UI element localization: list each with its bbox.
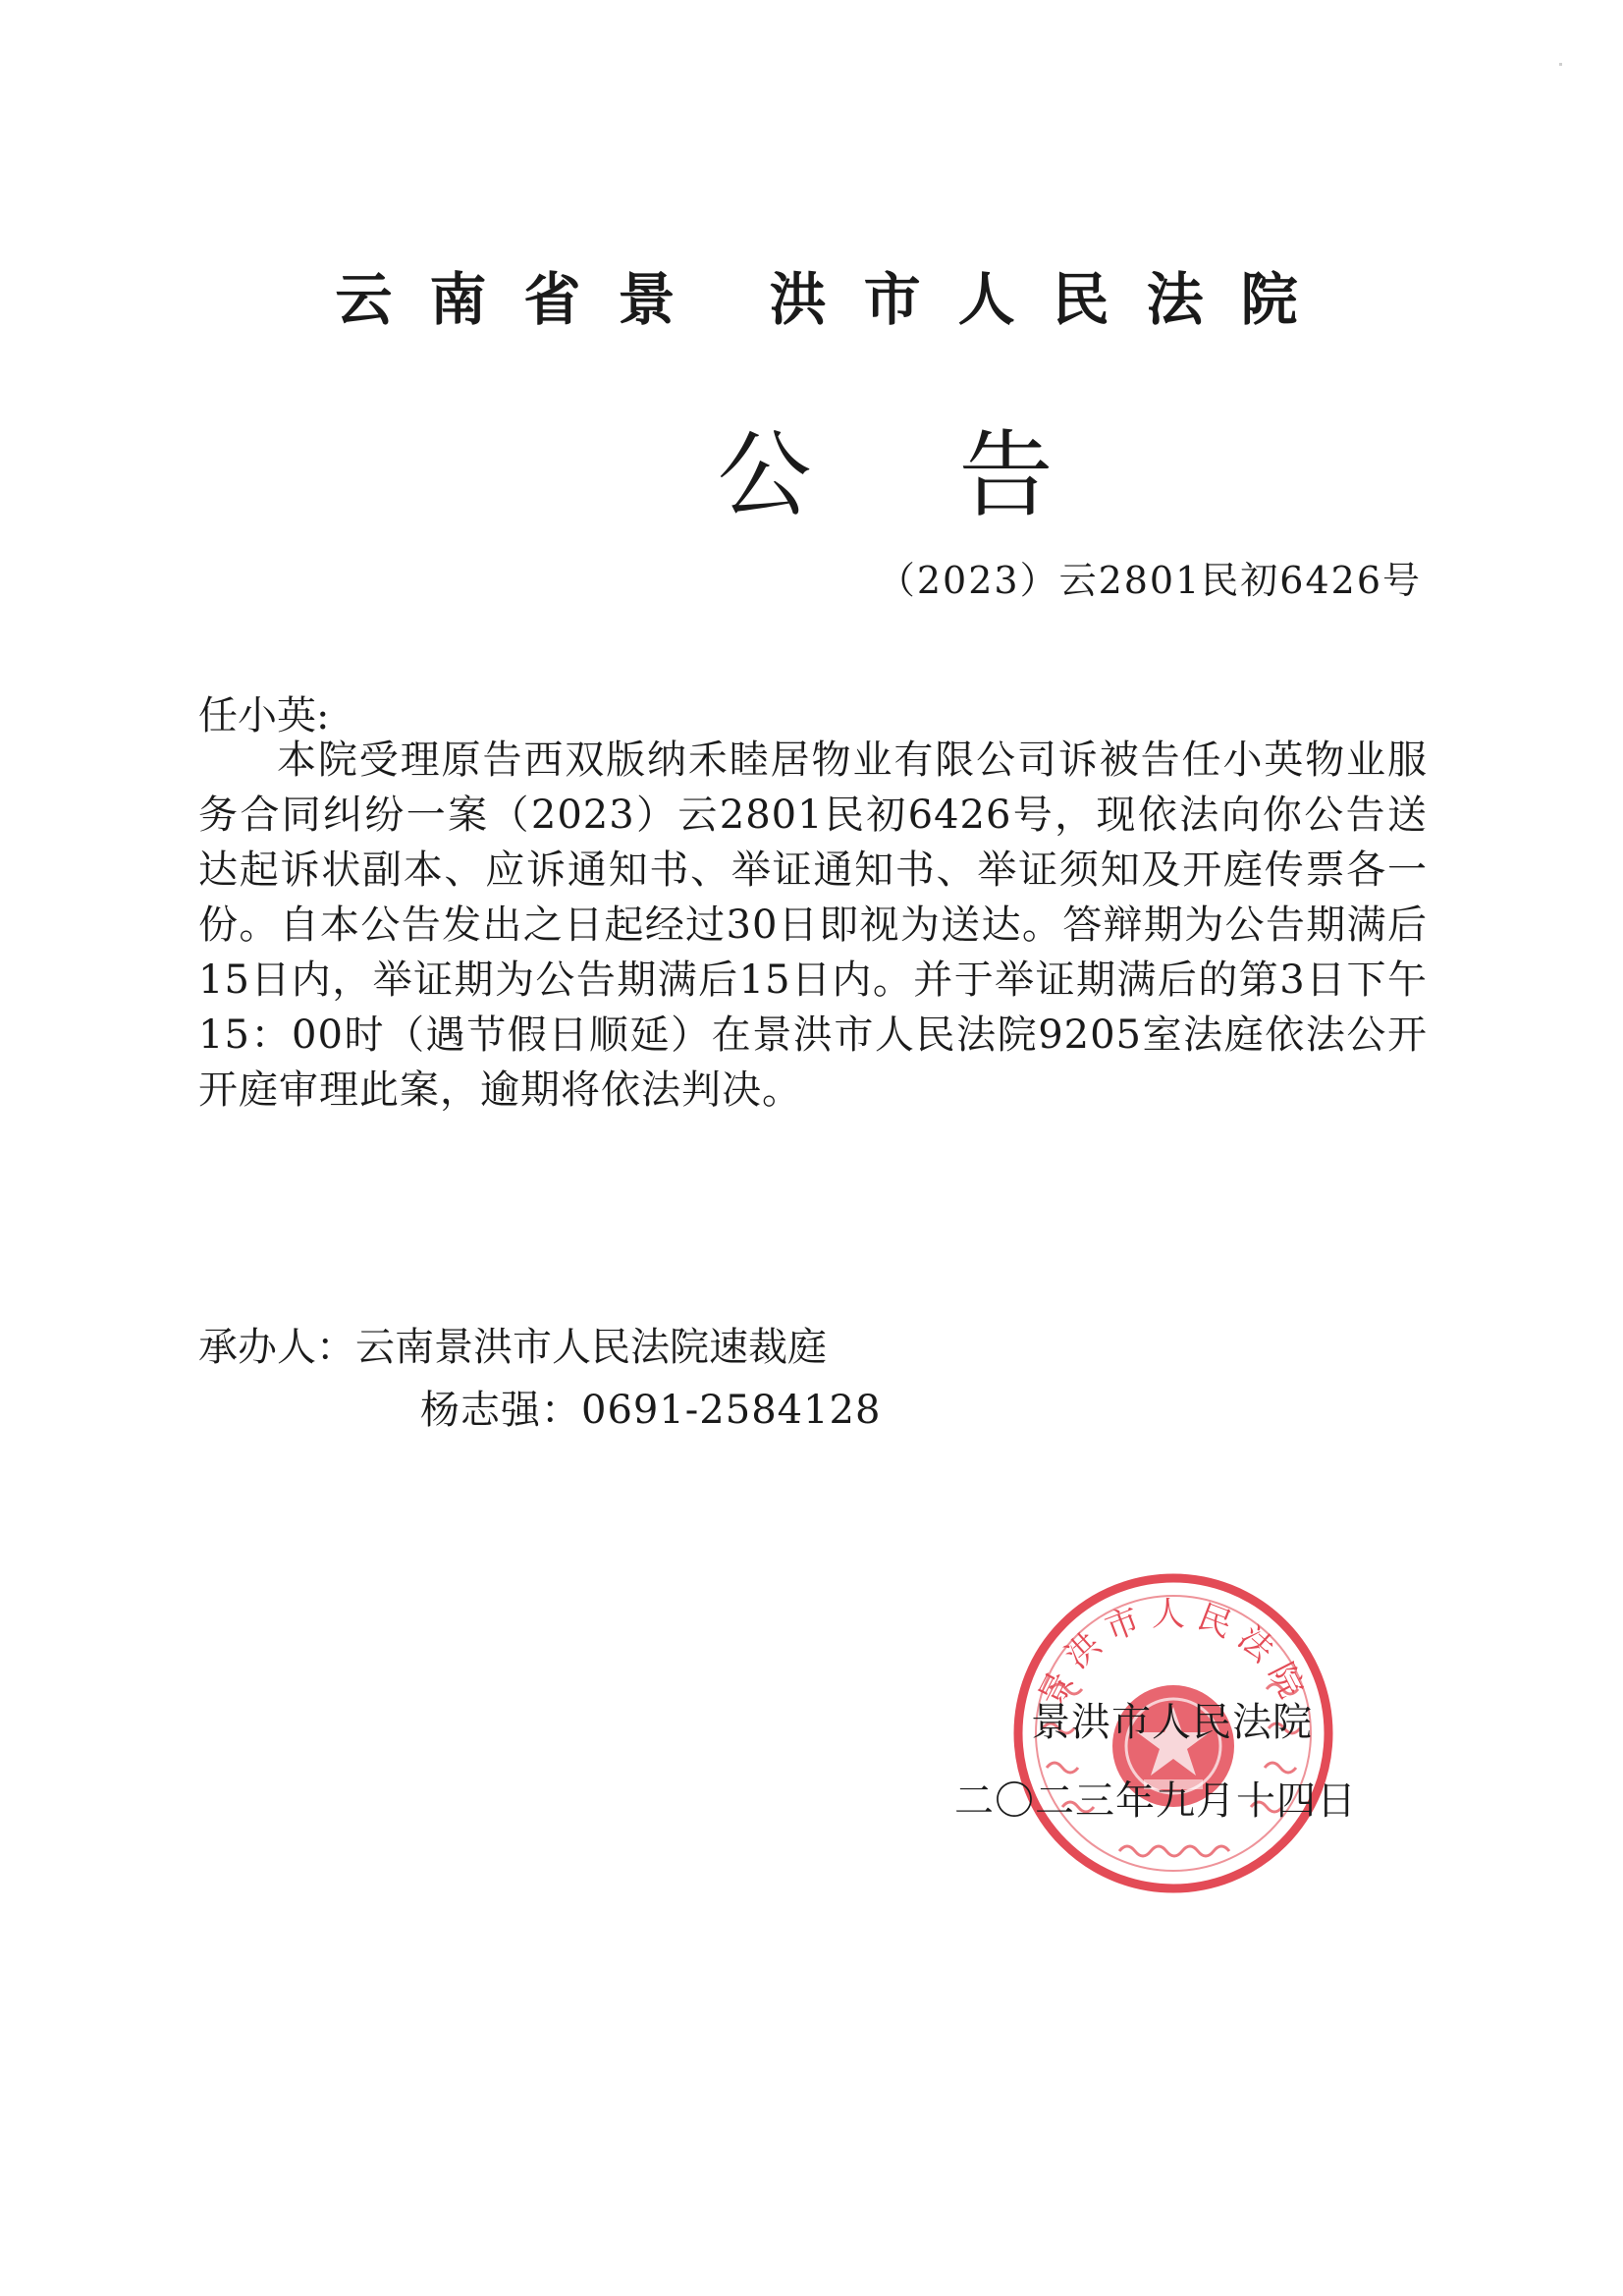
document-title: 公告 xyxy=(717,420,1201,530)
notice-body-paragraph: 本院受理原告西双版纳禾睦居物业有限公司诉被告任小英物业服务合同纠纷一案（2023）云2801民初6426号，现依法向你公告送达起诉状副本、应诉通知书、举证通知书、举证须知及开庭传票各一份。自本公告发出之日起经过30日即视为送达。答辩期为公告期满后15日内，举证期为公告期满后15日内。并于举证期满后的第3日下午15：00时（遇节假日顺延）在景洪市人民法院9205室法庭依法公开开庭审理此案，逾期将依法判决。 xyxy=(198,738,1428,1113)
addressee: 任小英: xyxy=(198,693,330,738)
handler-contact-line: 杨志强：0691-2584128 xyxy=(420,1388,882,1433)
seal-arc-text: 景洪市人民法院 xyxy=(1031,1595,1316,1714)
case-number: （2023）云2801民初6426号 xyxy=(877,559,1422,602)
court-name-heading: 云南省景 洪市人民法院 xyxy=(335,266,1335,333)
signing-court: 景洪市人民法院 xyxy=(1031,1700,1313,1745)
handler-line: 承办人：云南景洪市人民法院速裁庭 xyxy=(198,1325,827,1370)
scan-speck xyxy=(1559,63,1562,66)
signing-date: 二〇二三年九月十四日 xyxy=(954,1778,1357,1824)
